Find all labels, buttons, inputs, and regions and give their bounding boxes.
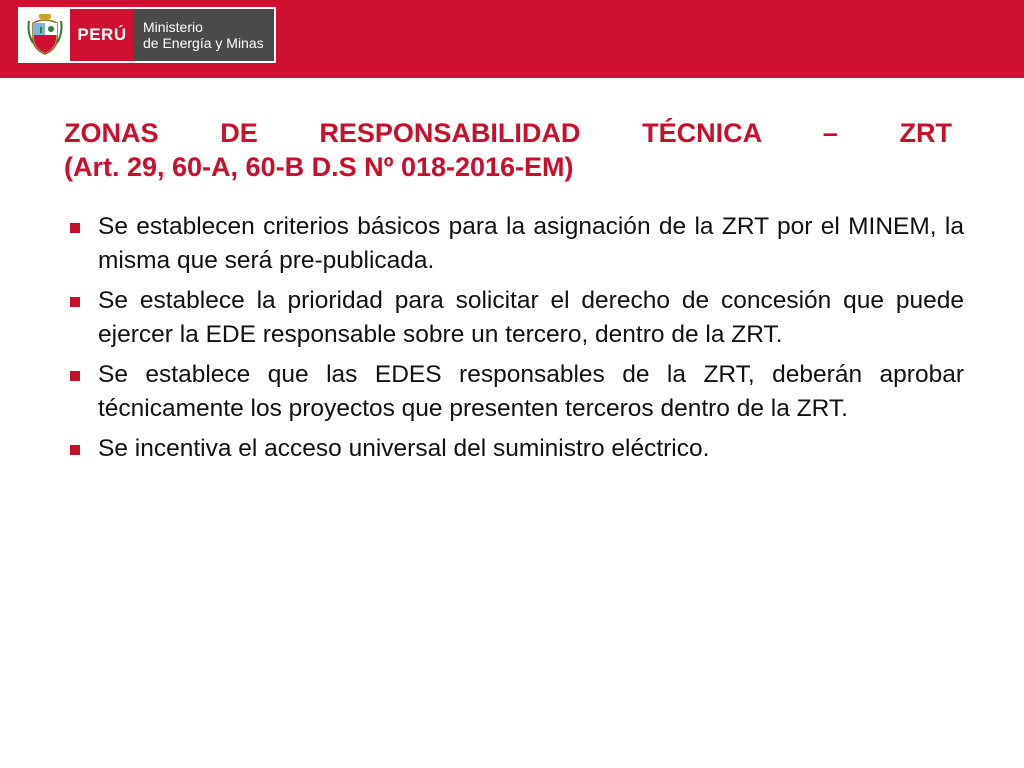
bullet-list <box>70 210 964 472</box>
ministry-line-2: de Energía y Minas <box>143 35 264 51</box>
title-line-2: (Art. 29, 60-A, 60-B D.S Nº 018-2016-EM) <box>64 152 574 182</box>
bullet-item <box>70 284 964 352</box>
bullet-text: Se establece la prioridad para solicitar el derecho de concesión que puede ejercer la EDE responsable sobre un tercero, dentro de la ZRT. <box>98 287 964 348</box>
title-line-1: ZONAS DE RESPONSABILIDAD TÉCNICA – ZRT <box>64 118 952 148</box>
slide-title <box>64 116 952 184</box>
square-bullet-icon <box>70 371 80 381</box>
header-bar <box>0 0 1024 78</box>
peru-coat-of-arms-icon <box>20 9 70 61</box>
bullet-text: Se establecen criterios básicos para la asignación de la ZRT por el MINEM, la misma que será pre-publicada. <box>98 213 964 274</box>
ministry-logo <box>18 7 276 63</box>
square-bullet-icon <box>70 223 80 233</box>
bullet-text: Se establece que las EDES responsables de la ZRT, deberán aprobar técnicamente los proyectos que presenten terceros dentro de la ZRT. <box>98 361 964 422</box>
ministry-name <box>134 9 274 61</box>
square-bullet-icon <box>70 445 80 455</box>
bullet-item <box>70 432 964 466</box>
bullet-item <box>70 358 964 426</box>
ministry-line-1: Ministerio <box>143 19 203 35</box>
country-label: PERÚ <box>70 9 134 61</box>
bullet-text: Se incentiva el acceso universal del suministro eléctrico. <box>98 435 710 462</box>
square-bullet-icon <box>70 297 80 307</box>
bullet-item <box>70 210 964 278</box>
